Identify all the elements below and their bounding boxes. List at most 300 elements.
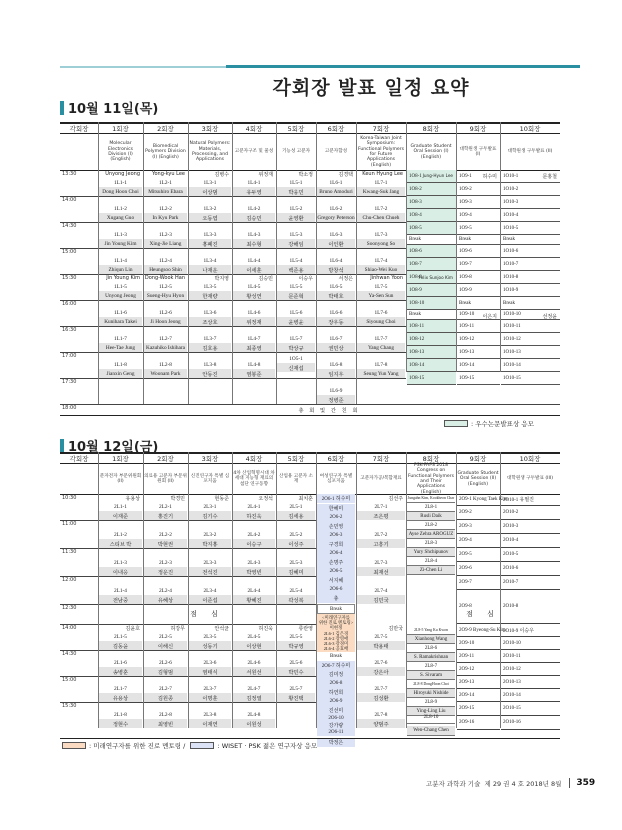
speaker-name: 최종영 <box>233 343 275 352</box>
session-chair: 류란영 <box>298 626 313 632</box>
session-title: 고분자구조 및 물성 <box>234 149 274 155</box>
speaker-name: 이재연 <box>189 719 231 728</box>
section-marker <box>60 439 64 453</box>
talk-code: 1L3-6 <box>203 309 217 316</box>
speaker-name: 강은아 <box>357 667 405 676</box>
speaker-name: 유혜상 <box>144 595 187 604</box>
talk-code: 2L2-5 <box>159 633 172 640</box>
time-label: 14:00 <box>62 197 77 203</box>
break-slot: Break <box>501 297 560 310</box>
legend-swatch-green <box>444 420 468 427</box>
session-chair: 허수미 <box>482 174 497 180</box>
oral-slot: 1O10-11 <box>501 320 560 333</box>
oral-slot: 2O9-15 <box>457 702 500 716</box>
oral-slot: 1O9-2 <box>457 183 500 196</box>
talk-code: 1L4-2 <box>247 205 261 212</box>
wiset-slot: 강가량 <box>317 722 355 729</box>
column-header: 9회장 <box>469 124 487 133</box>
talk-code: 2L8-9 <box>407 698 455 707</box>
talk-code: 2L5-1 <box>289 503 303 510</box>
speaker-name: 스티브 박 <box>99 539 142 548</box>
column-header: 10회장 <box>519 454 541 463</box>
time-label: 14:30 <box>62 223 77 229</box>
talk-code: 2L5-6 <box>289 659 303 666</box>
session-chair: 김윤호 <box>125 626 140 632</box>
talk-code: 2L1-6 <box>114 659 127 666</box>
time-label: 11:00 <box>62 521 77 527</box>
talk-code: 1L7-1 <box>374 179 388 186</box>
talk-code: 2L4-6 <box>247 659 261 666</box>
time-label: 11:30 <box>62 549 77 555</box>
oral-slot: 1O8-8 <box>407 271 456 284</box>
speaker-name: 박상규 <box>277 343 315 352</box>
session-title: Molecular Electronics Division (I) (English) <box>107 141 134 163</box>
speaker-name: Kunihara Takei <box>99 317 142 326</box>
talk-code: 1L3-8 <box>203 361 217 368</box>
speaker-name: 김성환 <box>357 693 405 702</box>
talk-code: 1L7-5 <box>374 283 388 290</box>
speaker-name: 최재선 <box>357 567 405 576</box>
speaker-name: 이세훈 <box>233 265 275 274</box>
talk-code: 2L4-1 <box>247 503 261 510</box>
wiset-slot: 구경희 <box>317 540 355 549</box>
time-label: 17:30 <box>62 379 77 385</box>
oral-slot: 1O8-14 <box>407 359 456 372</box>
mentoring-line: 2L6-4 공효배 <box>323 646 349 652</box>
oral-slot: 2O10-16 <box>501 716 560 730</box>
talk-code: 1L3-5 <box>203 283 217 290</box>
talk-code: 2L7-4 <box>374 587 388 594</box>
talk-code: 1L6-2 <box>329 205 343 212</box>
oral-slot: 2O9-8 <box>457 590 500 624</box>
talk-code: 1L1-4 <box>114 257 127 264</box>
column-header: 7회장 <box>372 124 390 133</box>
session-title: 분자전자 부문위원회 (II) <box>99 473 142 484</box>
oral-slot: 2O9-10 <box>457 637 500 650</box>
column-header: 각회장 <box>69 454 89 463</box>
speaker-name: 성동기 <box>189 641 231 650</box>
talk-code: 2L7-6 <box>374 659 388 666</box>
speaker-name: 정현수 <box>99 719 142 728</box>
talk-code: 1L3-2 <box>203 205 217 212</box>
session-chair: 박지영 <box>214 276 229 282</box>
speaker-name: 김호용 <box>189 343 231 352</box>
speaker-name: 황성연 <box>233 291 275 300</box>
speaker-name: 이성주 <box>277 539 315 548</box>
oral-slot: 1O10-12 <box>501 333 560 346</box>
talk-code: 2L5-7 <box>289 685 303 692</box>
time-label: 13:30 <box>62 171 77 177</box>
wiset-slot: 박정은 <box>317 738 355 747</box>
speaker-name: 양범주 <box>357 719 405 728</box>
session-title: 고분자합성 <box>324 149 348 155</box>
talk-code: 2L3-8 <box>203 711 217 718</box>
oral-slot: 1O8-3 <box>407 196 456 209</box>
speaker-name: 신재섭 <box>277 363 315 372</box>
row-divider <box>60 415 560 416</box>
wiset-slot: 2O6-3 <box>317 531 355 540</box>
oral-slot: 1O9-5 <box>457 222 500 235</box>
page-number: 359 <box>569 778 595 788</box>
oral-slot: 1O10-3 <box>501 196 560 209</box>
row-divider <box>60 248 406 249</box>
break-slot: Break <box>330 654 342 659</box>
talk-code: 2L5-2 <box>289 531 303 538</box>
talk-code: 2L7-5 <box>374 633 388 640</box>
talk-code: 2L8-1 <box>407 503 455 512</box>
speaker-name: 이해신 <box>144 641 187 650</box>
oral-slot: 2O9-3 <box>457 520 500 534</box>
talk-code: 2L2-4 <box>159 587 172 594</box>
title-rule-light <box>60 66 226 68</box>
mentoring-line: 2L6-3 강경미 <box>323 640 349 646</box>
session-title: 4차 산업혁명시대 차세대 지능형 재료의 첨단 연구동향 <box>233 471 275 487</box>
speaker-name: S. Sivaram <box>407 671 455 680</box>
speaker-name: 이명훈 <box>189 693 231 702</box>
column-header: 1회장 <box>112 124 129 133</box>
oral-slot: 2O9-11 <box>457 650 500 663</box>
column-header: 10회장 <box>519 124 541 133</box>
talk-code: 1L2-8 <box>159 361 172 368</box>
column-header: 6회장 <box>327 124 345 133</box>
row-divider <box>60 738 560 739</box>
speaker-name: 박민수 <box>277 667 315 676</box>
oral-slot: 2O9-4 <box>457 534 500 548</box>
speaker-name: 김원종 <box>144 693 187 702</box>
oral-slot: 1O9-1 <box>457 170 500 183</box>
session-chair: 안석균 <box>214 626 229 632</box>
column-header: 1회장 <box>112 454 129 463</box>
talk-code: 2L3-3 <box>203 559 217 566</box>
talk-code: 2L2-3 <box>159 559 172 566</box>
oral-slot: 1O8-13 <box>407 346 456 359</box>
speaker-name: Kwang-Suk Jang <box>357 187 405 196</box>
wiset-slot: 한혜미 <box>317 504 355 513</box>
talk-code: 1L2-3 <box>159 231 172 238</box>
column-header: 3회장 <box>201 124 219 133</box>
speaker-name: 송병훈 <box>99 667 142 676</box>
session-title: 기능성 고분자 <box>281 149 311 155</box>
talk-code: 2L3-1 <box>203 503 217 510</box>
session-chair: 김만국 <box>388 626 403 632</box>
talk-code: 2L1-2 <box>114 531 127 538</box>
talk-code: 1L5-4 <box>289 257 303 264</box>
oral-slot: 1O8-4 <box>407 209 456 222</box>
session-title: Graduate Student Oral Session (I) (English) <box>410 144 452 160</box>
speaker-name: 박현권 <box>144 539 187 548</box>
speaker-name: 문준혁 <box>277 291 315 300</box>
talk-code: 2L8-6 <box>407 644 455 653</box>
oral-slot: 2O10-10 <box>501 637 560 650</box>
session-chair: 김선주 <box>388 496 403 502</box>
wiset-slot: 2O6-4 <box>317 549 355 558</box>
wiset-slot: 김미정 <box>317 670 355 679</box>
session-title: 고분자가공/복합재료 <box>360 476 402 482</box>
talk-code: 1L5-2 <box>289 205 303 212</box>
talk-code: 1L6-4 <box>329 257 343 264</box>
session-chair: 허강무 <box>170 626 185 632</box>
row-divider <box>60 378 406 379</box>
wiset-slot: 서지혜 <box>317 576 355 585</box>
speaker-name: Mitsuhiro Ebara <box>144 187 187 196</box>
session-chair: 박경민 <box>170 496 185 502</box>
oral-slot: 1O10-15 <box>501 372 560 385</box>
page-title: 각회장 발표 일정 요약 <box>272 77 470 99</box>
time-label: 14:30 <box>62 651 77 657</box>
talk-code: 1L5-3 <box>289 231 303 238</box>
speaker-name: 최수형 <box>233 239 275 248</box>
page-footer <box>426 778 595 788</box>
speaker-name: 이원성 <box>233 719 275 728</box>
legend-green: : 우수논문발표상 응모 <box>444 419 534 428</box>
oral-slot: 2O10-13 <box>501 676 560 689</box>
session-chair: 김병수 <box>214 172 229 178</box>
time-label: 18:00 <box>62 405 77 411</box>
oral-slot: 1O9-10 <box>457 310 500 320</box>
talk-code: 1L2-6 <box>159 309 172 316</box>
speaker-name: 방창석 <box>317 265 355 274</box>
session-title: Natural Polymers: Materials, Processing, and Applications <box>189 141 231 163</box>
speaker-name: 위정재 <box>233 317 275 326</box>
session-chair: 위정재 <box>258 172 273 178</box>
oral-slot: 1O10-10 <box>501 310 560 320</box>
oral-slot: 2O10-7 <box>501 576 560 590</box>
oral-slot: 2O9-9 Byeong-Su Kim <box>457 624 500 637</box>
talk-code: 2L8-5 Yang Ku Kwon <box>407 626 455 635</box>
session-title: 신진연구자 특별 심포지움 <box>190 473 230 484</box>
talk-code: 2L1-3 <box>114 559 127 566</box>
talk-code: 2L2-7 <box>159 685 172 692</box>
talk-code: 1L1-5 <box>114 283 127 290</box>
legend-green-label: 우수논문발표상 응모 <box>475 420 534 428</box>
speaker-name: Heungsoo Shin <box>144 265 187 274</box>
wiset-slot: 2O6-1 허수미 <box>317 494 355 503</box>
oral-slot: 1O10-4 <box>501 209 560 222</box>
session-title: 의료용 고분자 부문위원회 (II) <box>144 473 187 484</box>
talk-code: 2L1-1 <box>114 503 127 510</box>
speaker-name: Shiao-Wei Kuo <box>357 265 405 274</box>
oral-slot: 1O9-13 <box>457 346 500 359</box>
talk-code: 1L6-3 <box>329 231 343 238</box>
session-title: 대학원생 구두발표 (II) <box>507 149 553 155</box>
talk-code: 2L7-7 <box>374 685 388 692</box>
speaker-name: 염봉준 <box>233 369 275 378</box>
talk-code: 1L5-7 <box>289 335 303 342</box>
speaker-name: 정운진 <box>144 567 187 576</box>
wiset-slot: 총 <box>317 594 355 603</box>
talk-code: 1L7-8 <box>374 361 388 368</box>
column-header: 8회장 <box>422 454 440 463</box>
talk-code: 1L7-4 <box>374 257 388 264</box>
speaker-name: 이상범 <box>189 187 231 196</box>
mentoring-line: 위한 진로 멘토링> <box>318 620 354 626</box>
oral-slot: 2O10-3 <box>501 520 560 534</box>
oral-slot: 2O10-5 <box>501 548 560 562</box>
speaker-name: 오동엽 <box>189 213 231 222</box>
speaker-name: 이재준 <box>99 511 142 520</box>
column-header: 4회장 <box>245 124 263 133</box>
speaker-name: Jungahn Kim, Kookheon Char <box>407 494 455 503</box>
speaker-name: Seung Yun Yang <box>357 369 405 378</box>
talk-code: 2L8-2 <box>407 521 455 530</box>
speaker-name: 권민상 <box>317 343 355 352</box>
column-header: 각회장 <box>69 124 89 133</box>
speaker-name: In Kyu Park <box>144 213 187 222</box>
time-label: 12:30 <box>62 605 77 611</box>
talk-code: 1L6-5 <box>329 283 343 290</box>
talk-code: 1L3-1 <box>203 179 217 186</box>
talk-code: 2L1-5 <box>114 633 127 640</box>
oral-slot: 1O9-3 <box>457 196 500 209</box>
talk-code: 2L4-5 <box>247 633 261 640</box>
column-header: 2회장 <box>157 454 174 463</box>
speaker-name: 김기수 <box>189 511 231 520</box>
talk-code: 1L3-7 <box>203 335 217 342</box>
speaker-name: 김형범 <box>144 667 187 676</box>
talk-code: 2L8-8 DongHoon Choi <box>407 680 455 689</box>
wiset-slot: 손민영 <box>317 522 355 531</box>
speaker-name: 유두영 <box>233 187 275 196</box>
oral-slot: 2O9-2 <box>457 506 500 520</box>
talk-code: 1L4-1 <box>247 179 261 186</box>
speaker-name: Jianxin Geng <box>99 369 142 378</box>
oral-slot: 1O9-9 <box>457 284 500 297</box>
oral-slot: 1O8-6 <box>407 245 456 258</box>
session-chair: 김승민 <box>258 276 273 282</box>
oral-slot: 1O8-7 <box>407 258 456 271</box>
speaker-name: 김동윤 <box>99 641 142 650</box>
speaker-name: 이승구 <box>233 539 275 548</box>
wiset-slot: 2O6-10 <box>317 715 355 722</box>
speaker-name: 전남중 <box>99 595 142 604</box>
oral-slot: 2O9-13 <box>457 676 500 689</box>
talk-code: 1L7-2 <box>374 205 388 212</box>
oral-slot: 1O8-9 <box>407 284 456 297</box>
speaker-name: 박웅민 <box>277 187 315 196</box>
break-slot: Break <box>457 235 500 245</box>
wiset-slot: 2O6-2 <box>317 513 355 522</box>
talk-code: 1L2-2 <box>159 205 172 212</box>
column-header: 7회장 <box>372 454 390 463</box>
talk-code: 1L5-1 <box>289 179 303 186</box>
session-title: 여성연구자 특별 심포지움 <box>319 473 353 484</box>
oral-slot: 1O10-13 <box>501 346 560 359</box>
column-header: 3회장 <box>201 454 219 463</box>
session-title: Graduate Student Oral Session (II) (English) <box>457 471 499 487</box>
speaker-name: Ayse Zehra AROGUZ <box>407 530 455 539</box>
talk-code: 1L2-1 <box>159 179 172 186</box>
wiset-slot: 하연희 <box>317 688 355 697</box>
talk-code: 2L4-4 <box>247 587 261 594</box>
speaker-name: Soonyong So <box>357 239 405 248</box>
talk-code: 1L4-3 <box>247 231 261 238</box>
oral-slot: 1O8-2 <box>407 183 456 196</box>
session-chair: 현동준 <box>214 496 229 502</box>
day1-title <box>60 98 158 117</box>
oral-slot: 2O10-11 <box>501 650 560 663</box>
oral-slot: 1O9-8 <box>457 271 500 284</box>
oral-slot: 1O9-15 <box>457 372 500 385</box>
session-chair: Jinhwan Yoon <box>370 275 403 281</box>
session-chair: Felix Sunjoo Kim <box>418 275 453 280</box>
break-slot: Break <box>457 297 500 310</box>
mentoring-line: 2L6-1 김은경 <box>323 630 349 636</box>
oral-slot: 2O10-6 <box>501 562 560 576</box>
session-chair: 최치훈 <box>298 496 313 502</box>
talk-code: 1L5-5 <box>289 283 303 290</box>
oral-slot: 1O9-4 <box>457 209 500 222</box>
talk-code: 2L4-7 <box>247 685 261 692</box>
speaker-name: Bruno Amoduri <box>317 187 355 196</box>
speaker-name: 임지우 <box>317 369 355 378</box>
speaker-name: Siyoung Choi <box>357 317 405 326</box>
session-chair: 박소정 <box>298 172 313 178</box>
oral-slot: 2O9-14 <box>457 689 500 702</box>
talk-code: 2L3-7 <box>203 685 217 692</box>
column-header: 5회장 <box>287 124 305 133</box>
wiset-slot: 2O6-9 <box>317 697 355 706</box>
row-divider <box>60 196 406 197</box>
talk-code: 1L7-7 <box>374 335 388 342</box>
talk-code: 1L7-6 <box>374 309 388 316</box>
speaker-name: 장우동 <box>317 317 355 326</box>
speaker-name: 고흥기 <box>357 539 405 548</box>
talk-code: 2L8-10 <box>407 712 455 724</box>
talk-code: 2L5-5 <box>289 633 303 640</box>
session-chair: 이승우 <box>298 276 313 282</box>
oral-slot: 2O9-1 Kyong Taek Kim <box>457 494 500 506</box>
oral-slot: 2O10-2 <box>501 506 560 520</box>
oral-slot: 2O10-9 이승우 <box>501 624 560 637</box>
oral-slot: 1O10-6 <box>501 245 560 258</box>
talk-code: 1L4-7 <box>247 335 261 342</box>
talk-code: 1L6-9 <box>329 387 343 394</box>
oral-slot: 1O8-1 <box>407 170 456 183</box>
session-chair: 선정윤 <box>542 314 557 320</box>
break-slot: Break <box>407 235 456 245</box>
speaker-name: Gregory Peterson <box>317 214 355 221</box>
talk-code: 2L7-2 <box>374 531 388 538</box>
section-marker <box>60 101 64 115</box>
mentoring-line: 2L6-2 장영애 <box>323 635 349 641</box>
session-chair: Jung-Hyun Lee <box>422 173 453 178</box>
session-chair: Jin Young Kim <box>106 275 140 281</box>
speaker-name: 박태호 <box>317 291 355 300</box>
oral-slot: 2O9-7 <box>457 576 500 590</box>
talk-code: 2L1-8 <box>114 711 127 718</box>
speaker-name: 안동진 <box>189 369 231 378</box>
speaker-name: 염태식 <box>189 667 231 676</box>
speaker-name: Hiroyuki Nishide <box>407 689 455 698</box>
talk-code: 2L8-7 <box>407 662 455 671</box>
speaker-name: 박규영 <box>277 641 315 650</box>
talk-code: 1L6-6 <box>329 309 343 316</box>
session-title: 대학원생 구두발표 (I) <box>459 146 497 157</box>
mentoring-session <box>317 614 355 652</box>
day1-date: 10월 11일(목) <box>68 102 159 117</box>
oral-slot: 1O10-7 <box>501 258 560 271</box>
time-label: 10:30 <box>62 495 77 501</box>
speaker-name: Chu-Chen Chueh <box>357 213 405 222</box>
speaker-name: 서원선 <box>233 667 275 676</box>
oral-slot: 2O10-12 <box>501 663 560 676</box>
break-slot: Break <box>407 310 456 320</box>
session-chair: 김경택 <box>338 172 353 178</box>
row-divider <box>60 352 406 353</box>
oral-slot: 1O9-6 <box>457 245 500 258</box>
talk-code: 2L3-5 <box>203 633 217 640</box>
talk-code: 1L1-7 <box>114 335 127 342</box>
